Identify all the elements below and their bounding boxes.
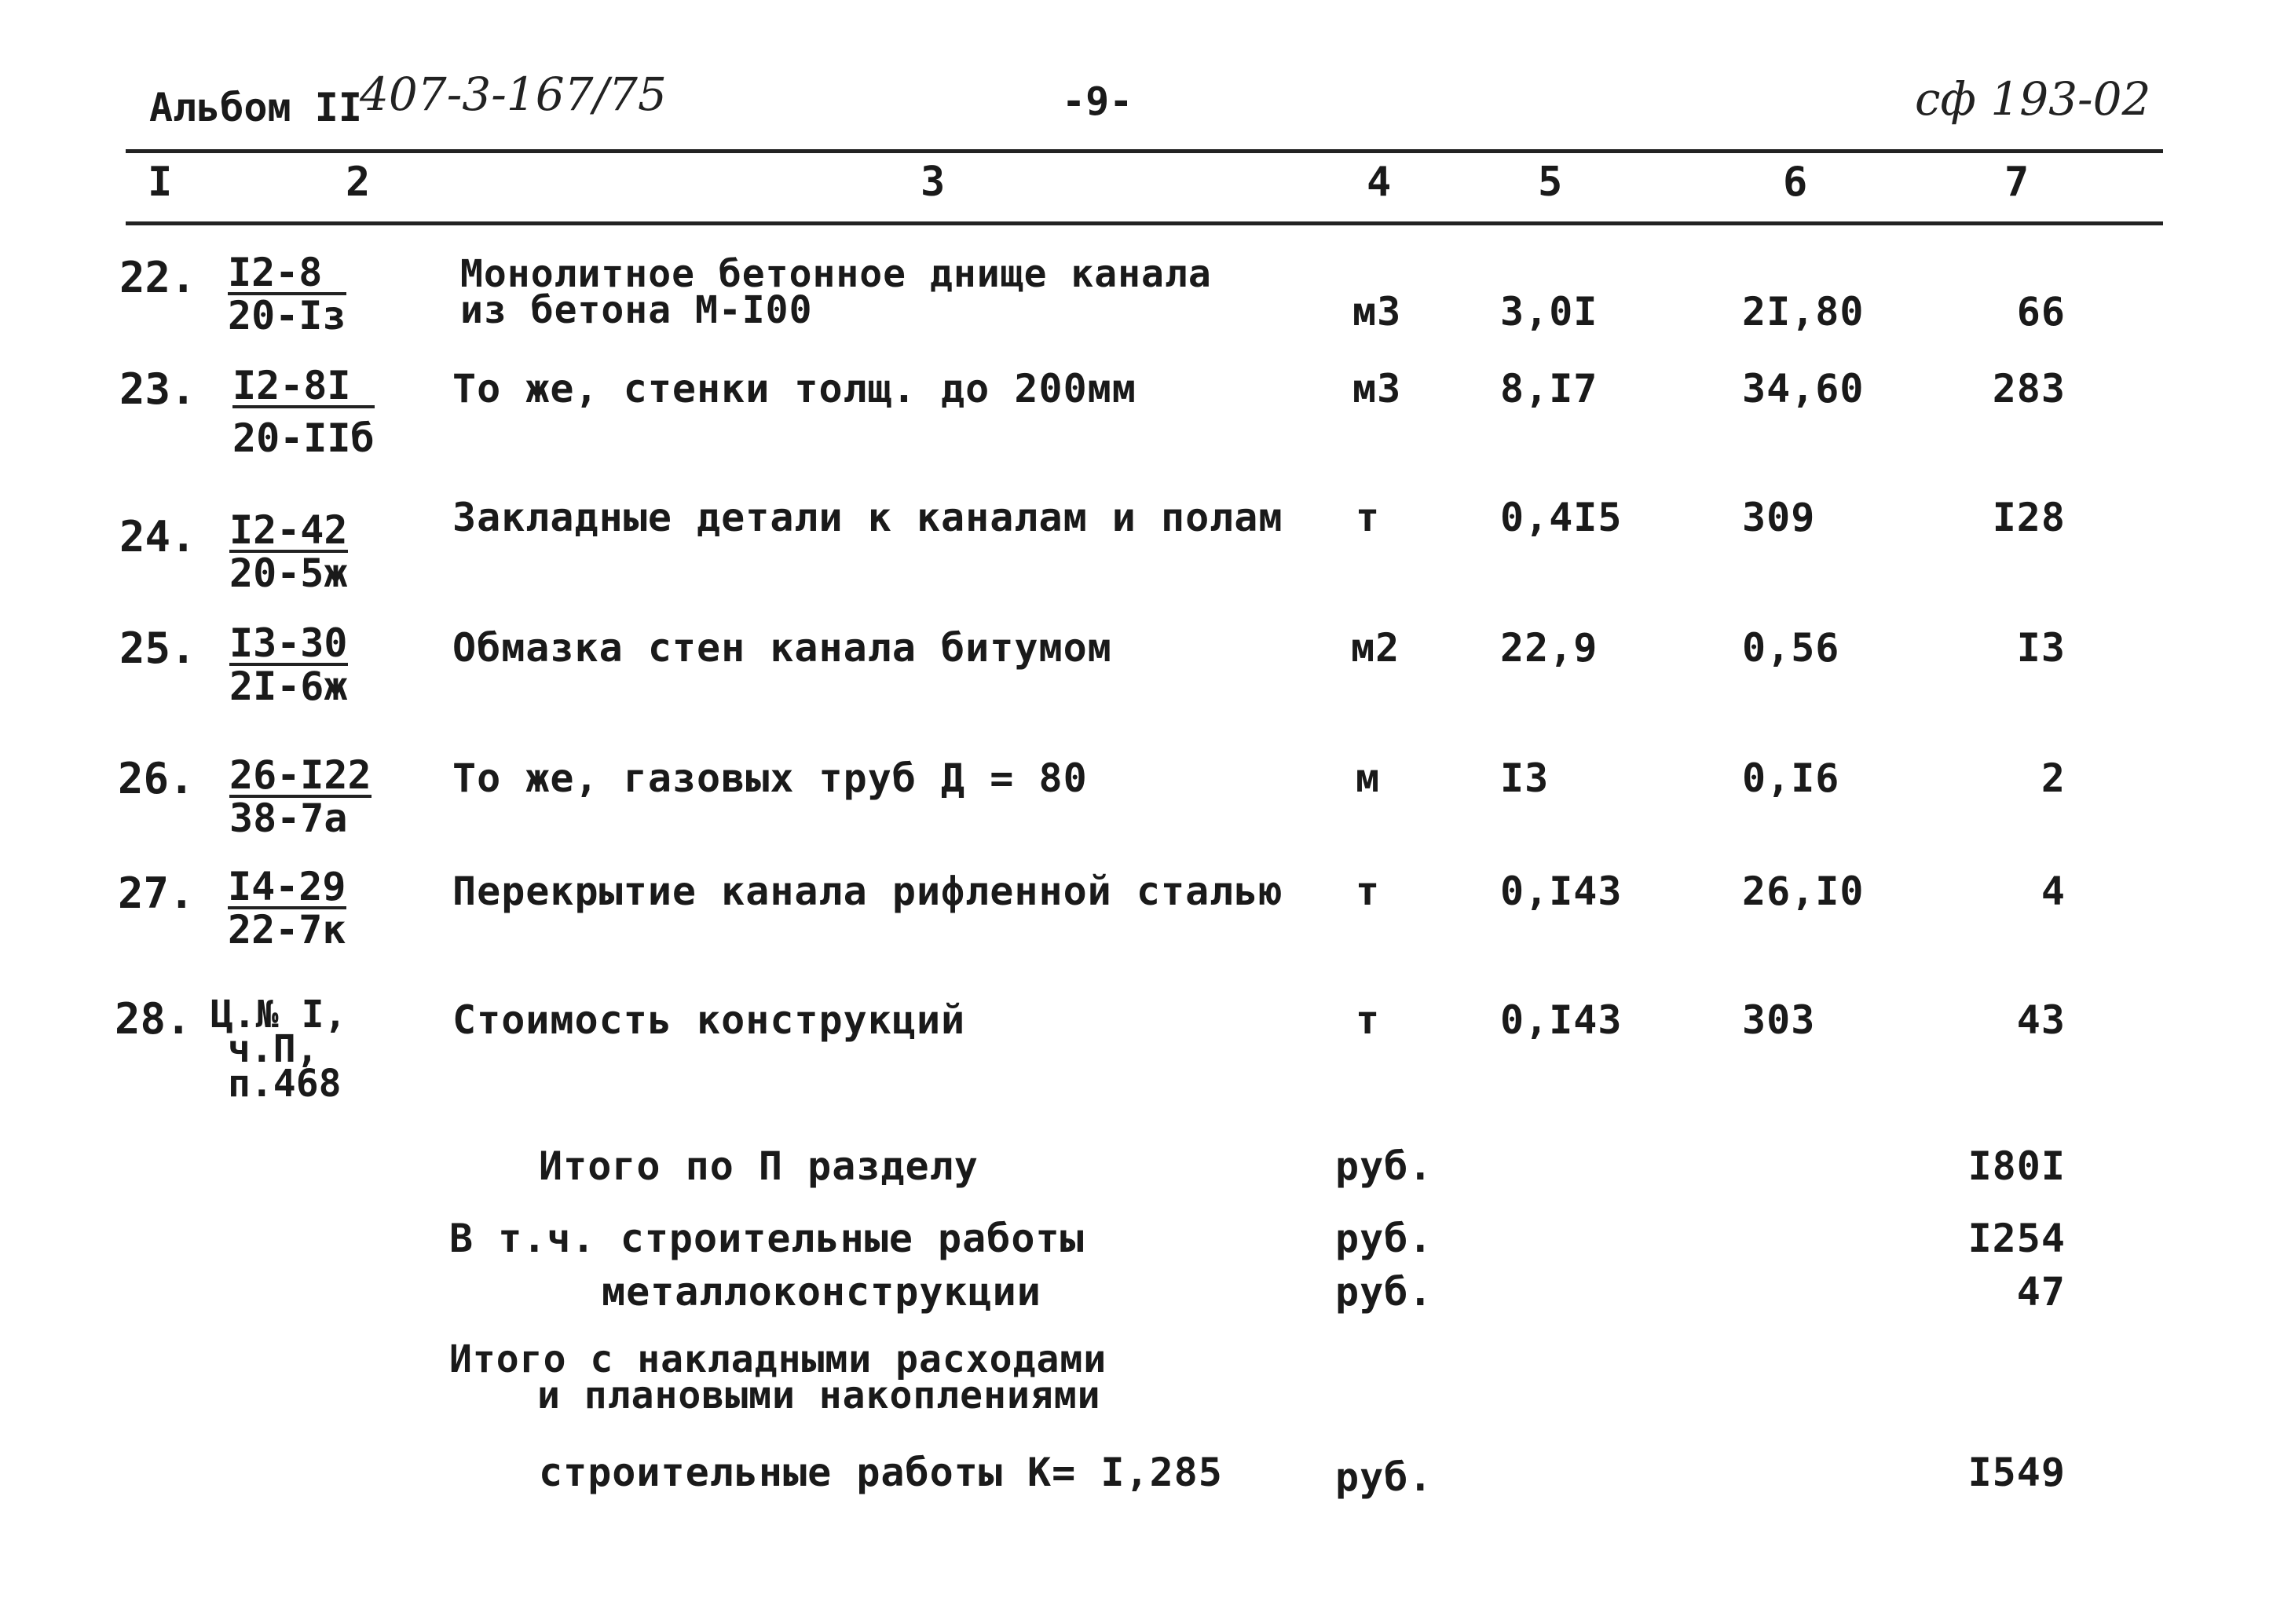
- unit-price: 34,60: [1742, 366, 1865, 411]
- unit: т: [1356, 495, 1381, 540]
- col-header-7: 7: [2004, 159, 2030, 206]
- reference-bottom: 2I-6ж: [229, 664, 348, 709]
- unit: м: [1356, 755, 1381, 801]
- quantity: 0,I43: [1500, 997, 1623, 1043]
- total-cost: I3: [2016, 625, 2066, 671]
- page-number: -9-: [1062, 79, 1133, 124]
- overhead-line: и плановыми накоплениями: [537, 1373, 1101, 1417]
- total-cost: 2: [2041, 755, 2066, 801]
- project-code: 407-3-167/75: [360, 68, 667, 121]
- reference-bottom: 20-5ж: [229, 550, 348, 596]
- description: Перекрытие канала рифленной сталью: [452, 869, 1283, 914]
- top-rule: [126, 149, 2163, 153]
- col-header-4: 4: [1367, 159, 1392, 206]
- row-number: 25.: [119, 624, 196, 673]
- reference-line: п.468: [228, 1062, 342, 1106]
- price-reference: [228, 250, 346, 338]
- metal-structures-value: 47: [2016, 1269, 2066, 1315]
- description: Обмазка стен канала битумом: [452, 625, 1112, 671]
- price-reference: [232, 363, 375, 461]
- unit-price: 0,56: [1742, 625, 1840, 671]
- metal-structures-label: металлоконструкции: [602, 1269, 1041, 1315]
- construction-works-unit: руб.: [1335, 1216, 1433, 1261]
- construction-coefficient-value: I549: [1967, 1450, 2066, 1495]
- reference-top: I3-30: [229, 620, 348, 666]
- col-header-1: I: [148, 159, 173, 206]
- reference-bottom: 22-7к: [228, 907, 346, 953]
- unit: т: [1356, 997, 1381, 1043]
- unit: т: [1356, 869, 1381, 914]
- row-number: 28.: [115, 994, 192, 1044]
- reference-bottom: 20-IIб: [232, 415, 375, 461]
- sheet-code: сф 193-02: [1915, 72, 2151, 126]
- description: То же, стенки толщ. до 200мм: [452, 366, 1136, 411]
- description: То же, газовых труб Д = 80: [452, 755, 1088, 801]
- reference-top: I2-42: [229, 507, 348, 553]
- quantity: 0,4I5: [1500, 495, 1623, 540]
- section-total-value: I80I: [1967, 1143, 2066, 1189]
- construction-coefficient-label: строительные работы К= I,285: [539, 1450, 1223, 1495]
- unit: м3: [1352, 366, 1402, 411]
- row-number: 22.: [119, 253, 196, 302]
- reference-bottom: 38-7а: [229, 796, 348, 841]
- row-number: 24.: [119, 512, 196, 561]
- album-label: Альбом II: [149, 85, 362, 130]
- section-total-unit: руб.: [1335, 1143, 1433, 1189]
- quantity: I3: [1500, 755, 1550, 801]
- unit: м2: [1351, 625, 1400, 671]
- col-header-5: 5: [1538, 159, 1563, 206]
- metal-structures-unit: руб.: [1335, 1269, 1433, 1315]
- total-cost: 4: [2041, 869, 2066, 914]
- description-line: из бетона М-I00: [460, 288, 813, 332]
- quantity: 8,I7: [1500, 366, 1598, 411]
- col-header-2: 2: [346, 159, 371, 206]
- total-cost: 43: [2016, 997, 2066, 1043]
- description-line: Монолитное бетонное днище канала: [460, 252, 1212, 296]
- unit: м3: [1352, 289, 1402, 335]
- reference-bottom: 20-Iз: [228, 293, 346, 338]
- section-total-label: Итого по П разделу: [539, 1143, 979, 1189]
- reference-top: 26-I22: [229, 752, 372, 798]
- construction-works-value: I254: [1967, 1216, 2066, 1261]
- col-header-6: 6: [1783, 159, 1808, 206]
- price-reference: [229, 752, 372, 841]
- reference-line: ч.П,: [228, 1027, 319, 1071]
- description: Стоимость конструкций: [452, 997, 966, 1043]
- price-reference: [229, 620, 348, 709]
- total-cost: 283: [1992, 366, 2066, 411]
- description: Закладные детали к каналам и полам: [452, 495, 1283, 540]
- construction-coefficient-unit: руб.: [1335, 1454, 1433, 1500]
- row-number: 26.: [118, 754, 195, 803]
- quantity: 0,I43: [1500, 869, 1623, 914]
- unit-price: 309: [1742, 495, 1816, 540]
- total-cost: I28: [1992, 495, 2066, 540]
- row-number: 27.: [118, 869, 195, 918]
- unit-price: 2I,80: [1742, 289, 1865, 335]
- header-rule: [126, 221, 2163, 225]
- price-reference: [210, 993, 347, 1106]
- row-number: 23.: [119, 364, 196, 414]
- description: [460, 252, 1212, 332]
- reference-line: Ц.№ I,: [210, 993, 347, 1037]
- overhead-line: Итого с накладными расходами: [449, 1337, 1107, 1381]
- quantity: 22,9: [1500, 625, 1598, 671]
- total-cost: 66: [2016, 289, 2066, 335]
- price-reference: [228, 864, 346, 953]
- unit-price: 26,I0: [1742, 869, 1865, 914]
- construction-works-label: В т.ч. строительные работы: [449, 1216, 1085, 1261]
- reference-top: I2-8: [228, 254, 346, 295]
- unit-price: 303: [1742, 997, 1816, 1043]
- reference-top: I4-29: [228, 864, 346, 909]
- unit-price: 0,I6: [1742, 755, 1840, 801]
- quantity: 3,0I: [1500, 289, 1598, 335]
- col-header-3: 3: [921, 159, 946, 206]
- reference-top: I2-8I: [232, 368, 375, 408]
- overhead-note: [449, 1337, 1107, 1417]
- price-reference: [229, 507, 348, 596]
